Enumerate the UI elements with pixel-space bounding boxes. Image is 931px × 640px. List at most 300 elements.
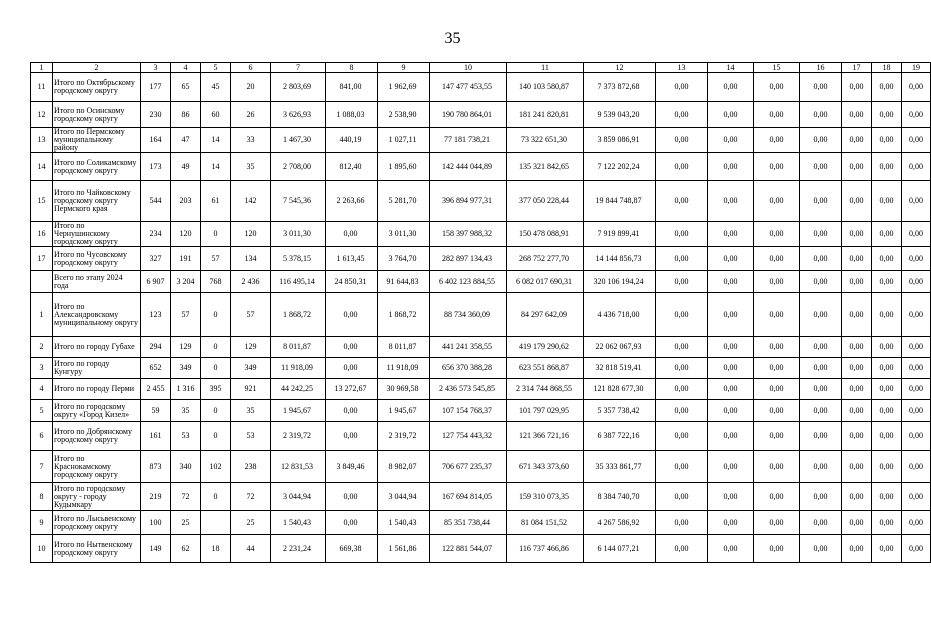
value-cell-c6: 26 [231, 102, 271, 128]
row-number-cell: 17 [31, 247, 53, 271]
value-cell-c14: 0,00 [708, 358, 754, 379]
value-cell-c11: 419 179 290,62 [507, 337, 584, 358]
value-cell-c3: 177 [141, 73, 171, 102]
value-cell-c8: 0,00 [326, 293, 378, 337]
value-cell-c10: 167 694 814,05 [430, 483, 507, 511]
table-row [31, 337, 931, 358]
value-cell-c11: 159 310 073,35 [507, 483, 584, 511]
table-row [31, 358, 931, 379]
row-number-cell: 4 [31, 379, 53, 400]
value-cell-c9: 1 868,72 [378, 293, 430, 337]
value-cell-c4: 65 [171, 73, 201, 102]
value-cell-c12: 5 357 738,42 [584, 400, 656, 422]
value-cell-c18: 0,00 [872, 293, 902, 337]
value-cell-c14: 0,00 [708, 153, 754, 181]
value-cell-c8: 0,00 [326, 511, 378, 535]
value-cell-c4: 3 204 [171, 271, 201, 293]
value-cell-c7: 2 319,72 [271, 422, 326, 451]
value-cell-c12: 9 539 043,20 [584, 102, 656, 128]
value-cell-c4: 62 [171, 535, 201, 563]
value-cell-c7: 2 803,69 [271, 73, 326, 102]
value-cell-c7: 44 242,25 [271, 379, 326, 400]
value-cell-c10: 122 881 544,07 [430, 535, 507, 563]
row-number-cell: 3 [31, 358, 53, 379]
value-cell-c14: 0,00 [708, 73, 754, 102]
header-cell: 16 [800, 63, 842, 73]
value-cell-c3: 149 [141, 535, 171, 563]
value-cell-c10: 282 897 134,43 [430, 247, 507, 271]
value-cell-c11: 181 241 820,81 [507, 102, 584, 128]
value-cell-c4: 53 [171, 422, 201, 451]
value-cell-c5: 0 [201, 293, 231, 337]
value-cell-c6: 129 [231, 337, 271, 358]
value-cell-c10: 190 780 864,01 [430, 102, 507, 128]
value-cell-c4: 86 [171, 102, 201, 128]
municipality-name-cell: Итого по Нытвенскому городскому округу [53, 535, 141, 563]
value-cell-c7: 2 708,00 [271, 153, 326, 181]
value-cell-c5: 18 [201, 535, 231, 563]
value-cell-c15: 0,00 [754, 358, 800, 379]
value-cell-c10: 396 894 977,31 [430, 181, 507, 222]
value-cell-c5: 0 [201, 400, 231, 422]
value-cell-c7: 116 495,14 [271, 271, 326, 293]
value-cell-c18: 0,00 [872, 337, 902, 358]
value-cell-c5: 57 [201, 247, 231, 271]
value-cell-c19: 0,00 [902, 358, 931, 379]
value-cell-c8: 24 850,31 [326, 271, 378, 293]
value-cell-c3: 161 [141, 422, 171, 451]
header-cell: 3 [141, 63, 171, 73]
value-cell-c13: 0,00 [656, 379, 708, 400]
value-cell-c16: 0,00 [800, 379, 842, 400]
table-row [31, 451, 931, 483]
value-cell-c17: 0,00 [842, 271, 872, 293]
value-cell-c12: 4 436 718,00 [584, 293, 656, 337]
value-cell-c9: 30 969,58 [378, 379, 430, 400]
value-cell-c8: 440,19 [326, 128, 378, 153]
value-cell-c8: 0,00 [326, 422, 378, 451]
value-cell-c16: 0,00 [800, 358, 842, 379]
value-cell-c8: 3 849,46 [326, 451, 378, 483]
value-cell-c3: 873 [141, 451, 171, 483]
value-cell-c15: 0,00 [754, 73, 800, 102]
value-cell-c8: 13 272,67 [326, 379, 378, 400]
value-cell-c17: 0,00 [842, 422, 872, 451]
value-cell-c11: 150 478 088,91 [507, 222, 584, 247]
budget-table [30, 62, 931, 563]
value-cell-c19: 0,00 [902, 422, 931, 451]
value-cell-c9: 2 538,90 [378, 102, 430, 128]
value-cell-c12: 14 144 856,73 [584, 247, 656, 271]
municipality-name-cell: Итого по Добрянскому городскому округу [53, 422, 141, 451]
value-cell-c12: 320 106 194,24 [584, 271, 656, 293]
value-cell-c8: 669,38 [326, 535, 378, 563]
header-cell: 17 [842, 63, 872, 73]
value-cell-c14: 0,00 [708, 181, 754, 222]
value-cell-c14: 0,00 [708, 511, 754, 535]
value-cell-c18: 0,00 [872, 181, 902, 222]
row-number-cell: 6 [31, 422, 53, 451]
value-cell-c15: 0,00 [754, 535, 800, 563]
value-cell-c7: 12 831,53 [271, 451, 326, 483]
value-cell-c14: 0,00 [708, 422, 754, 451]
value-cell-c19: 0,00 [902, 222, 931, 247]
value-cell-c12: 121 828 677,30 [584, 379, 656, 400]
value-cell-c15: 0,00 [754, 102, 800, 128]
row-number-cell: 16 [31, 222, 53, 247]
value-cell-c13: 0,00 [656, 128, 708, 153]
value-cell-c15: 0,00 [754, 181, 800, 222]
value-cell-c17: 0,00 [842, 400, 872, 422]
value-cell-c18: 0,00 [872, 483, 902, 511]
value-cell-c14: 0,00 [708, 535, 754, 563]
value-cell-c8: 841,00 [326, 73, 378, 102]
value-cell-c16: 0,00 [800, 337, 842, 358]
value-cell-c12: 22 062 067,93 [584, 337, 656, 358]
value-cell-c4: 25 [171, 511, 201, 535]
value-cell-c14: 0,00 [708, 222, 754, 247]
value-cell-c7: 8 011,87 [271, 337, 326, 358]
value-cell-c5: 0 [201, 222, 231, 247]
value-cell-c15: 0,00 [754, 222, 800, 247]
value-cell-c17: 0,00 [842, 358, 872, 379]
value-cell-c8: 2 263,66 [326, 181, 378, 222]
header-cell: 15 [754, 63, 800, 73]
value-cell-c15: 0,00 [754, 128, 800, 153]
value-cell-c13: 0,00 [656, 483, 708, 511]
value-cell-c3: 123 [141, 293, 171, 337]
table-row [31, 222, 931, 247]
value-cell-c19: 0,00 [902, 247, 931, 271]
table-row [31, 535, 931, 563]
value-cell-c16: 0,00 [800, 483, 842, 511]
value-cell-c13: 0,00 [656, 102, 708, 128]
table-row [31, 511, 931, 535]
value-cell-c17: 0,00 [842, 222, 872, 247]
value-cell-c18: 0,00 [872, 358, 902, 379]
row-number-cell: 8 [31, 483, 53, 511]
value-cell-c4: 191 [171, 247, 201, 271]
value-cell-c17: 0,00 [842, 73, 872, 102]
value-cell-c12: 19 844 748,87 [584, 181, 656, 222]
value-cell-c9: 1 895,60 [378, 153, 430, 181]
value-cell-c11: 140 103 580,87 [507, 73, 584, 102]
header-cell: 4 [171, 63, 201, 73]
value-cell-c6: 238 [231, 451, 271, 483]
value-cell-c6: 35 [231, 153, 271, 181]
value-cell-c8: 1 088,03 [326, 102, 378, 128]
value-cell-c6: 35 [231, 400, 271, 422]
value-cell-c17: 0,00 [842, 483, 872, 511]
table-row [31, 102, 931, 128]
value-cell-c17: 0,00 [842, 535, 872, 563]
value-cell-c4: 49 [171, 153, 201, 181]
value-cell-c9: 1 962,69 [378, 73, 430, 102]
row-number-cell [31, 271, 53, 293]
value-cell-c15: 0,00 [754, 511, 800, 535]
municipality-name-cell: Всего по этапу 2024 года [53, 271, 141, 293]
value-cell-c19: 0,00 [902, 128, 931, 153]
value-cell-c4: 203 [171, 181, 201, 222]
value-cell-c13: 0,00 [656, 181, 708, 222]
value-cell-c5: 0 [201, 337, 231, 358]
value-cell-c8: 1 613,45 [326, 247, 378, 271]
value-cell-c3: 59 [141, 400, 171, 422]
value-cell-c19: 0,00 [902, 451, 931, 483]
value-cell-c3: 327 [141, 247, 171, 271]
value-cell-c19: 0,00 [902, 511, 931, 535]
value-cell-c18: 0,00 [872, 535, 902, 563]
value-cell-c18: 0,00 [872, 247, 902, 271]
municipality-name-cell: Итого по Александровскому муниципальному округу [53, 293, 141, 337]
value-cell-c12: 6 144 077,21 [584, 535, 656, 563]
value-cell-c16: 0,00 [800, 128, 842, 153]
table-row [31, 247, 931, 271]
value-cell-c4: 1 316 [171, 379, 201, 400]
value-cell-c6: 20 [231, 73, 271, 102]
value-cell-c19: 0,00 [902, 400, 931, 422]
value-cell-c18: 0,00 [872, 400, 902, 422]
value-cell-c14: 0,00 [708, 271, 754, 293]
value-cell-c18: 0,00 [872, 73, 902, 102]
value-cell-c12: 3 859 086,91 [584, 128, 656, 153]
value-cell-c18: 0,00 [872, 222, 902, 247]
value-cell-c10: 107 154 768,37 [430, 400, 507, 422]
value-cell-c14: 0,00 [708, 337, 754, 358]
value-cell-c10: 706 677 235,37 [430, 451, 507, 483]
value-cell-c12: 4 267 586,92 [584, 511, 656, 535]
value-cell-c9: 3 044,94 [378, 483, 430, 511]
value-cell-c7: 1 540,43 [271, 511, 326, 535]
value-cell-c16: 0,00 [800, 422, 842, 451]
value-cell-c16: 0,00 [800, 73, 842, 102]
value-cell-c12: 6 387 722,16 [584, 422, 656, 451]
value-cell-c9: 5 281,70 [378, 181, 430, 222]
header-cell: 12 [584, 63, 656, 73]
value-cell-c13: 0,00 [656, 73, 708, 102]
value-cell-c18: 0,00 [872, 153, 902, 181]
value-cell-c17: 0,00 [842, 153, 872, 181]
row-number-cell: 5 [31, 400, 53, 422]
header-cell: 9 [378, 63, 430, 73]
header-cell: 14 [708, 63, 754, 73]
value-cell-c8: 0,00 [326, 222, 378, 247]
value-cell-c7: 1 868,72 [271, 293, 326, 337]
value-cell-c5: 395 [201, 379, 231, 400]
value-cell-c8: 0,00 [326, 337, 378, 358]
table-row [31, 400, 931, 422]
value-cell-c9: 1 027,11 [378, 128, 430, 153]
value-cell-c6: 25 [231, 511, 271, 535]
value-cell-c13: 0,00 [656, 337, 708, 358]
value-cell-c18: 0,00 [872, 451, 902, 483]
value-cell-c17: 0,00 [842, 102, 872, 128]
header-cell: 19 [902, 63, 931, 73]
value-cell-c16: 0,00 [800, 293, 842, 337]
header-cell: 5 [201, 63, 231, 73]
value-cell-c17: 0,00 [842, 511, 872, 535]
value-cell-c13: 0,00 [656, 511, 708, 535]
value-cell-c17: 0,00 [842, 247, 872, 271]
table-row [31, 73, 931, 102]
value-cell-c17: 0,00 [842, 337, 872, 358]
value-cell-c9: 1 945,67 [378, 400, 430, 422]
value-cell-c11: 121 366 721,16 [507, 422, 584, 451]
municipality-name-cell: Итого по Пермскому муниципальному району [53, 128, 141, 153]
value-cell-c19: 0,00 [902, 293, 931, 337]
value-cell-c9: 8 982,07 [378, 451, 430, 483]
value-cell-c6: 134 [231, 247, 271, 271]
value-cell-c5 [201, 511, 231, 535]
value-cell-c10: 88 734 360,09 [430, 293, 507, 337]
value-cell-c3: 6 907 [141, 271, 171, 293]
row-number-cell: 9 [31, 511, 53, 535]
value-cell-c10: 127 754 443,32 [430, 422, 507, 451]
value-cell-c9: 3 764,70 [378, 247, 430, 271]
municipality-name-cell: Итого по Лысьвенскому городскому округу [53, 511, 141, 535]
value-cell-c6: 349 [231, 358, 271, 379]
table-row [31, 271, 931, 293]
value-cell-c12: 35 333 861,77 [584, 451, 656, 483]
value-cell-c14: 0,00 [708, 102, 754, 128]
value-cell-c11: 623 551 868,87 [507, 358, 584, 379]
value-cell-c5: 14 [201, 153, 231, 181]
value-cell-c5: 61 [201, 181, 231, 222]
value-cell-c16: 0,00 [800, 102, 842, 128]
value-cell-c5: 102 [201, 451, 231, 483]
value-cell-c11: 135 321 842,65 [507, 153, 584, 181]
header-cell: 8 [326, 63, 378, 73]
value-cell-c19: 0,00 [902, 181, 931, 222]
table-row [31, 153, 931, 181]
municipality-name-cell: Итого по Чусовскому городскому округу [53, 247, 141, 271]
value-cell-c10: 6 402 123 884,55 [430, 271, 507, 293]
value-cell-c16: 0,00 [800, 153, 842, 181]
table-row [31, 483, 931, 511]
value-cell-c11: 6 082 017 690,31 [507, 271, 584, 293]
value-cell-c12: 8 384 740,70 [584, 483, 656, 511]
header-cell: 1 [31, 63, 53, 73]
value-cell-c11: 116 737 466,86 [507, 535, 584, 563]
value-cell-c16: 0,00 [800, 222, 842, 247]
value-cell-c11: 2 314 744 868,55 [507, 379, 584, 400]
value-cell-c11: 377 050 228,44 [507, 181, 584, 222]
row-number-cell: 1 [31, 293, 53, 337]
value-cell-c11: 73 322 651,30 [507, 128, 584, 153]
value-cell-c16: 0,00 [800, 181, 842, 222]
value-cell-c19: 0,00 [902, 271, 931, 293]
value-cell-c4: 72 [171, 483, 201, 511]
municipality-name-cell: Итого по Осинскому городскому округу [53, 102, 141, 128]
value-cell-c14: 0,00 [708, 400, 754, 422]
value-cell-c5: 45 [201, 73, 231, 102]
value-cell-c11: 81 084 151,52 [507, 511, 584, 535]
value-cell-c5: 14 [201, 128, 231, 153]
value-cell-c8: 0,00 [326, 400, 378, 422]
value-cell-c17: 0,00 [842, 379, 872, 400]
value-cell-c13: 0,00 [656, 400, 708, 422]
value-cell-c4: 349 [171, 358, 201, 379]
value-cell-c6: 142 [231, 181, 271, 222]
row-number-cell: 13 [31, 128, 53, 153]
municipality-name-cell: Итого по городу Перми [53, 379, 141, 400]
value-cell-c14: 0,00 [708, 293, 754, 337]
value-cell-c3: 234 [141, 222, 171, 247]
value-cell-c7: 7 545,36 [271, 181, 326, 222]
value-cell-c5: 0 [201, 358, 231, 379]
value-cell-c7: 3 011,30 [271, 222, 326, 247]
value-cell-c15: 0,00 [754, 422, 800, 451]
value-cell-c6: 33 [231, 128, 271, 153]
municipality-name-cell: Итого по городскому округу - городу Кудымкару [53, 483, 141, 511]
value-cell-c6: 53 [231, 422, 271, 451]
value-cell-c13: 0,00 [656, 271, 708, 293]
municipality-name-cell: Итого по Октябрьскому городскому округу [53, 73, 141, 102]
value-cell-c10: 441 241 358,55 [430, 337, 507, 358]
value-cell-c14: 0,00 [708, 128, 754, 153]
value-cell-c3: 164 [141, 128, 171, 153]
value-cell-c12: 7 919 899,41 [584, 222, 656, 247]
header-cell: 18 [872, 63, 902, 73]
value-cell-c18: 0,00 [872, 379, 902, 400]
value-cell-c5: 60 [201, 102, 231, 128]
value-cell-c4: 340 [171, 451, 201, 483]
value-cell-c9: 3 011,30 [378, 222, 430, 247]
value-cell-c15: 0,00 [754, 337, 800, 358]
value-cell-c13: 0,00 [656, 422, 708, 451]
value-cell-c4: 47 [171, 128, 201, 153]
value-cell-c13: 0,00 [656, 293, 708, 337]
value-cell-c8: 0,00 [326, 483, 378, 511]
value-cell-c15: 0,00 [754, 293, 800, 337]
table-row [31, 293, 931, 337]
value-cell-c14: 0,00 [708, 379, 754, 400]
value-cell-c4: 35 [171, 400, 201, 422]
municipality-name-cell: Итого по Чайковскому городскому округу Пермского края [53, 181, 141, 222]
value-cell-c17: 0,00 [842, 128, 872, 153]
row-number-cell: 7 [31, 451, 53, 483]
table-row [31, 128, 931, 153]
value-cell-c18: 0,00 [872, 102, 902, 128]
value-cell-c9: 1 561,86 [378, 535, 430, 563]
value-cell-c19: 0,00 [902, 379, 931, 400]
value-cell-c5: 768 [201, 271, 231, 293]
value-cell-c7: 3 044,94 [271, 483, 326, 511]
value-cell-c18: 0,00 [872, 511, 902, 535]
value-cell-c3: 294 [141, 337, 171, 358]
value-cell-c15: 0,00 [754, 247, 800, 271]
value-cell-c9: 11 918,09 [378, 358, 430, 379]
value-cell-c15: 0,00 [754, 271, 800, 293]
value-cell-c11: 101 797 029,95 [507, 400, 584, 422]
value-cell-c19: 0,00 [902, 337, 931, 358]
value-cell-c15: 0,00 [754, 483, 800, 511]
value-cell-c3: 219 [141, 483, 171, 511]
value-cell-c7: 1 467,30 [271, 128, 326, 153]
table-row [31, 379, 931, 400]
value-cell-c16: 0,00 [800, 511, 842, 535]
value-cell-c8: 812,40 [326, 153, 378, 181]
value-cell-c9: 91 644,83 [378, 271, 430, 293]
value-cell-c13: 0,00 [656, 247, 708, 271]
value-cell-c15: 0,00 [754, 451, 800, 483]
value-cell-c10: 147 477 453,55 [430, 73, 507, 102]
value-cell-c16: 0,00 [800, 247, 842, 271]
value-cell-c3: 230 [141, 102, 171, 128]
value-cell-c14: 0,00 [708, 451, 754, 483]
value-cell-c3: 544 [141, 181, 171, 222]
value-cell-c13: 0,00 [656, 358, 708, 379]
